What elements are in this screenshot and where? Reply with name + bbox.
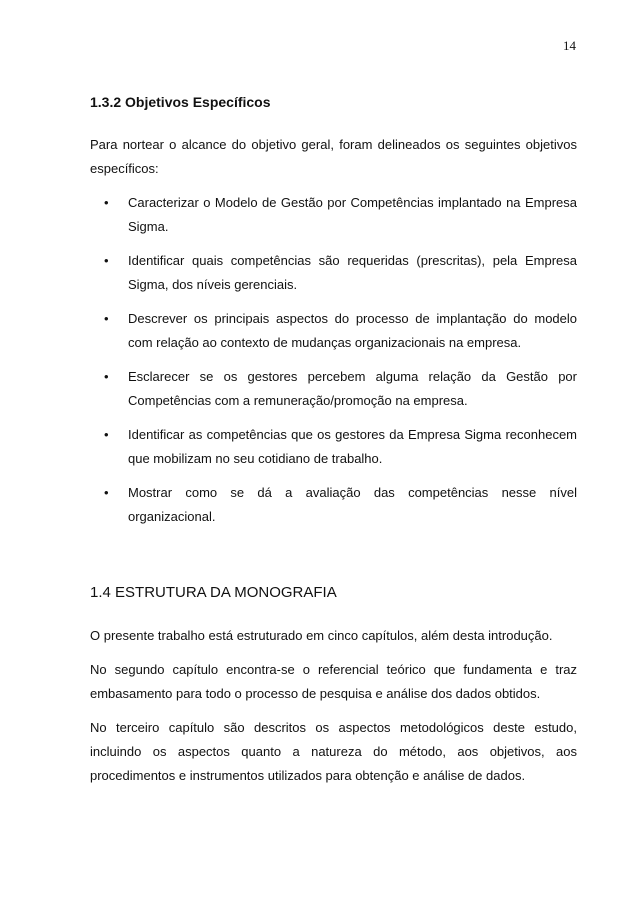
list-item-text: Identificar quais competências são requeridas (prescritas), pela Empresa Sigma, dos níveis gerenciais.: [128, 253, 577, 292]
list-item-text: Esclarecer se os gestores percebem alguma relação da Gestão por Competências com a remuneração/promoção na empresa.: [128, 369, 577, 408]
list-item-text: Descrever os principais aspectos do processo de implantação do modelo com relação ao contexto de mudanças organizacionais na empresa.: [128, 311, 577, 350]
section-heading: 1.4 ESTRUTURA DA MONOGRAFIA: [90, 584, 337, 601]
body-paragraph: No segundo capítulo encontra-se o referencial teórico que fundamenta e traz embasamento para todo o processo de pesquisa e análise dos dados obtidos.: [90, 662, 577, 701]
intro-paragraph: Para nortear o alcance do objetivo geral, foram delineados os seguintes objetivos específicos:: [90, 137, 577, 176]
bullet-icon: •: [104, 311, 109, 326]
page-content: [90, 92, 577, 798]
list-item: [90, 307, 577, 355]
objectives-list: [90, 191, 577, 529]
subsection-heading: 1.3.2 Objetivos Específicos: [90, 94, 271, 110]
body-paragraph: O presente trabalho está estruturado em cinco capítulos, além desta introdução.: [90, 628, 553, 643]
list-item: [90, 249, 577, 297]
bullet-icon: •: [104, 195, 109, 210]
list-item: [90, 191, 577, 239]
list-item: [90, 365, 577, 413]
bullet-icon: •: [104, 427, 109, 442]
page-number: 14: [563, 38, 576, 53]
bullet-icon: •: [104, 253, 109, 268]
list-item-text: Identificar as competências que os gestores da Empresa Sigma reconhecem que mobilizam no seu cotidiano de trabalho.: [128, 427, 577, 466]
bullet-icon: •: [104, 369, 109, 384]
list-item-text: Caracterizar o Modelo de Gestão por Competências implantado na Empresa Sigma.: [128, 195, 577, 234]
bullet-icon: •: [104, 485, 109, 500]
list-item-text: Mostrar como se dá a avaliação das competências nesse nível organizacional.: [128, 485, 577, 524]
list-item: [90, 481, 577, 529]
list-item: [90, 423, 577, 471]
body-paragraph: No terceiro capítulo são descritos os aspectos metodológicos deste estudo, incluindo os aspectos quanto a natureza do método, aos objetivos, aos procedimentos e instrumentos utilizados para obtenção e análise de dados.: [90, 720, 577, 783]
